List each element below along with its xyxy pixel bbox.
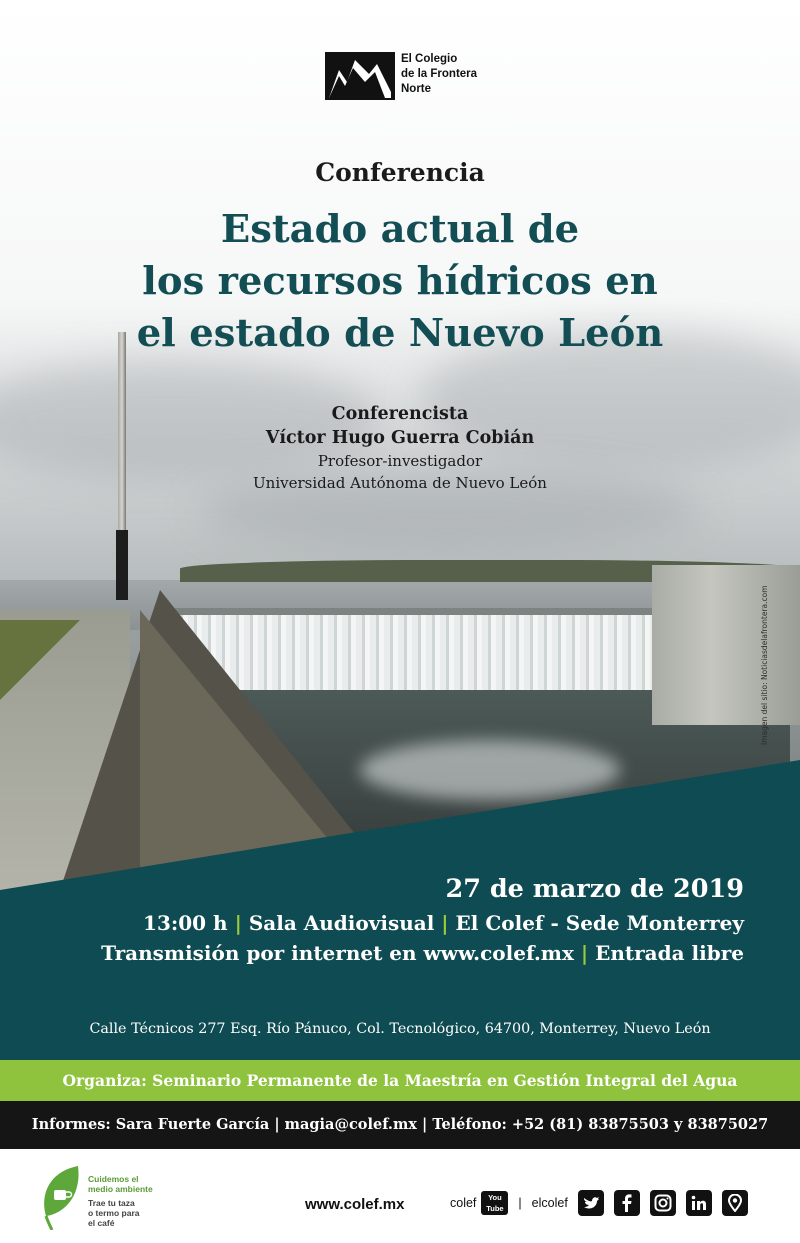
contact-text: Informes: Sara Fuerte García | magia@colef.mx | Teléfono: +52 (81) 83875503 y 83875027: [31, 1116, 769, 1133]
colef-logo: [325, 52, 477, 100]
photo-credit: Imagen del sitio: Noticiasdelafrontera.com: [760, 585, 769, 745]
speaker-institution: Universidad Autónoma de Nuevo León: [253, 474, 547, 492]
handle-elcolef: elcolef: [531, 1196, 568, 1210]
speaker-block: [0, 402, 800, 494]
facebook-icon[interactable]: [614, 1190, 640, 1216]
logo-text: El Colegio de la Frontera Norte: [401, 53, 478, 95]
event-stream: Transmisión por internet en www.colef.mx: [101, 941, 574, 965]
event-entry: Entrada libre: [595, 941, 744, 965]
youtube-icon[interactable]: You Tube: [481, 1191, 508, 1215]
organizer-text: Organiza: Seminario Permanente de la Maestría en Gestión Integral del Agua: [62, 1071, 738, 1090]
website-link[interactable]: www.colef.mx: [305, 1196, 405, 1213]
event-room: Sala Audiovisual: [248, 911, 435, 935]
separator: |: [441, 911, 449, 935]
social-links: [450, 1190, 748, 1216]
speaker-name: Víctor Hugo Guerra Cobián: [265, 428, 535, 448]
event-type: Conferencia: [315, 158, 485, 187]
event-time: 13:00 h: [143, 911, 228, 935]
contact-bar: [0, 1101, 800, 1149]
event-stream-line: [101, 941, 744, 965]
linkedin-icon[interactable]: [686, 1190, 712, 1216]
eco-text: Cuidemos el medio ambiente Trae tu taza o termo para el café: [88, 1174, 153, 1228]
divider: |: [518, 1196, 522, 1210]
twitter-icon[interactable]: [578, 1190, 604, 1216]
separator: |: [580, 941, 589, 965]
event-address: Calle Técnicos 277 Esq. Río Pánuco, Col. Tecnológico, 64700, Monterrey, Nuevo León: [89, 1021, 711, 1037]
location-pin-icon[interactable]: [722, 1190, 748, 1216]
speaker-label: Conferencista: [331, 404, 469, 424]
leaf-cup-icon: [38, 1162, 84, 1230]
instagram-icon[interactable]: [650, 1190, 676, 1216]
organizer-bar: [0, 1060, 800, 1101]
speaker-position: Profesor-investigador: [317, 452, 483, 470]
handle-colef: colef: [450, 1196, 477, 1210]
event-venue: El Colef - Sede Monterrey: [455, 911, 744, 935]
mountain-logo-icon: [325, 52, 395, 100]
separator: |: [234, 911, 242, 935]
eco-badge: [38, 1162, 153, 1230]
event-title: Estado actual de los recursos hídricos en el estado de Nuevo León: [136, 207, 664, 356]
event-date: 27 de marzo de 2019: [445, 874, 744, 904]
event-time-place: [143, 911, 744, 935]
